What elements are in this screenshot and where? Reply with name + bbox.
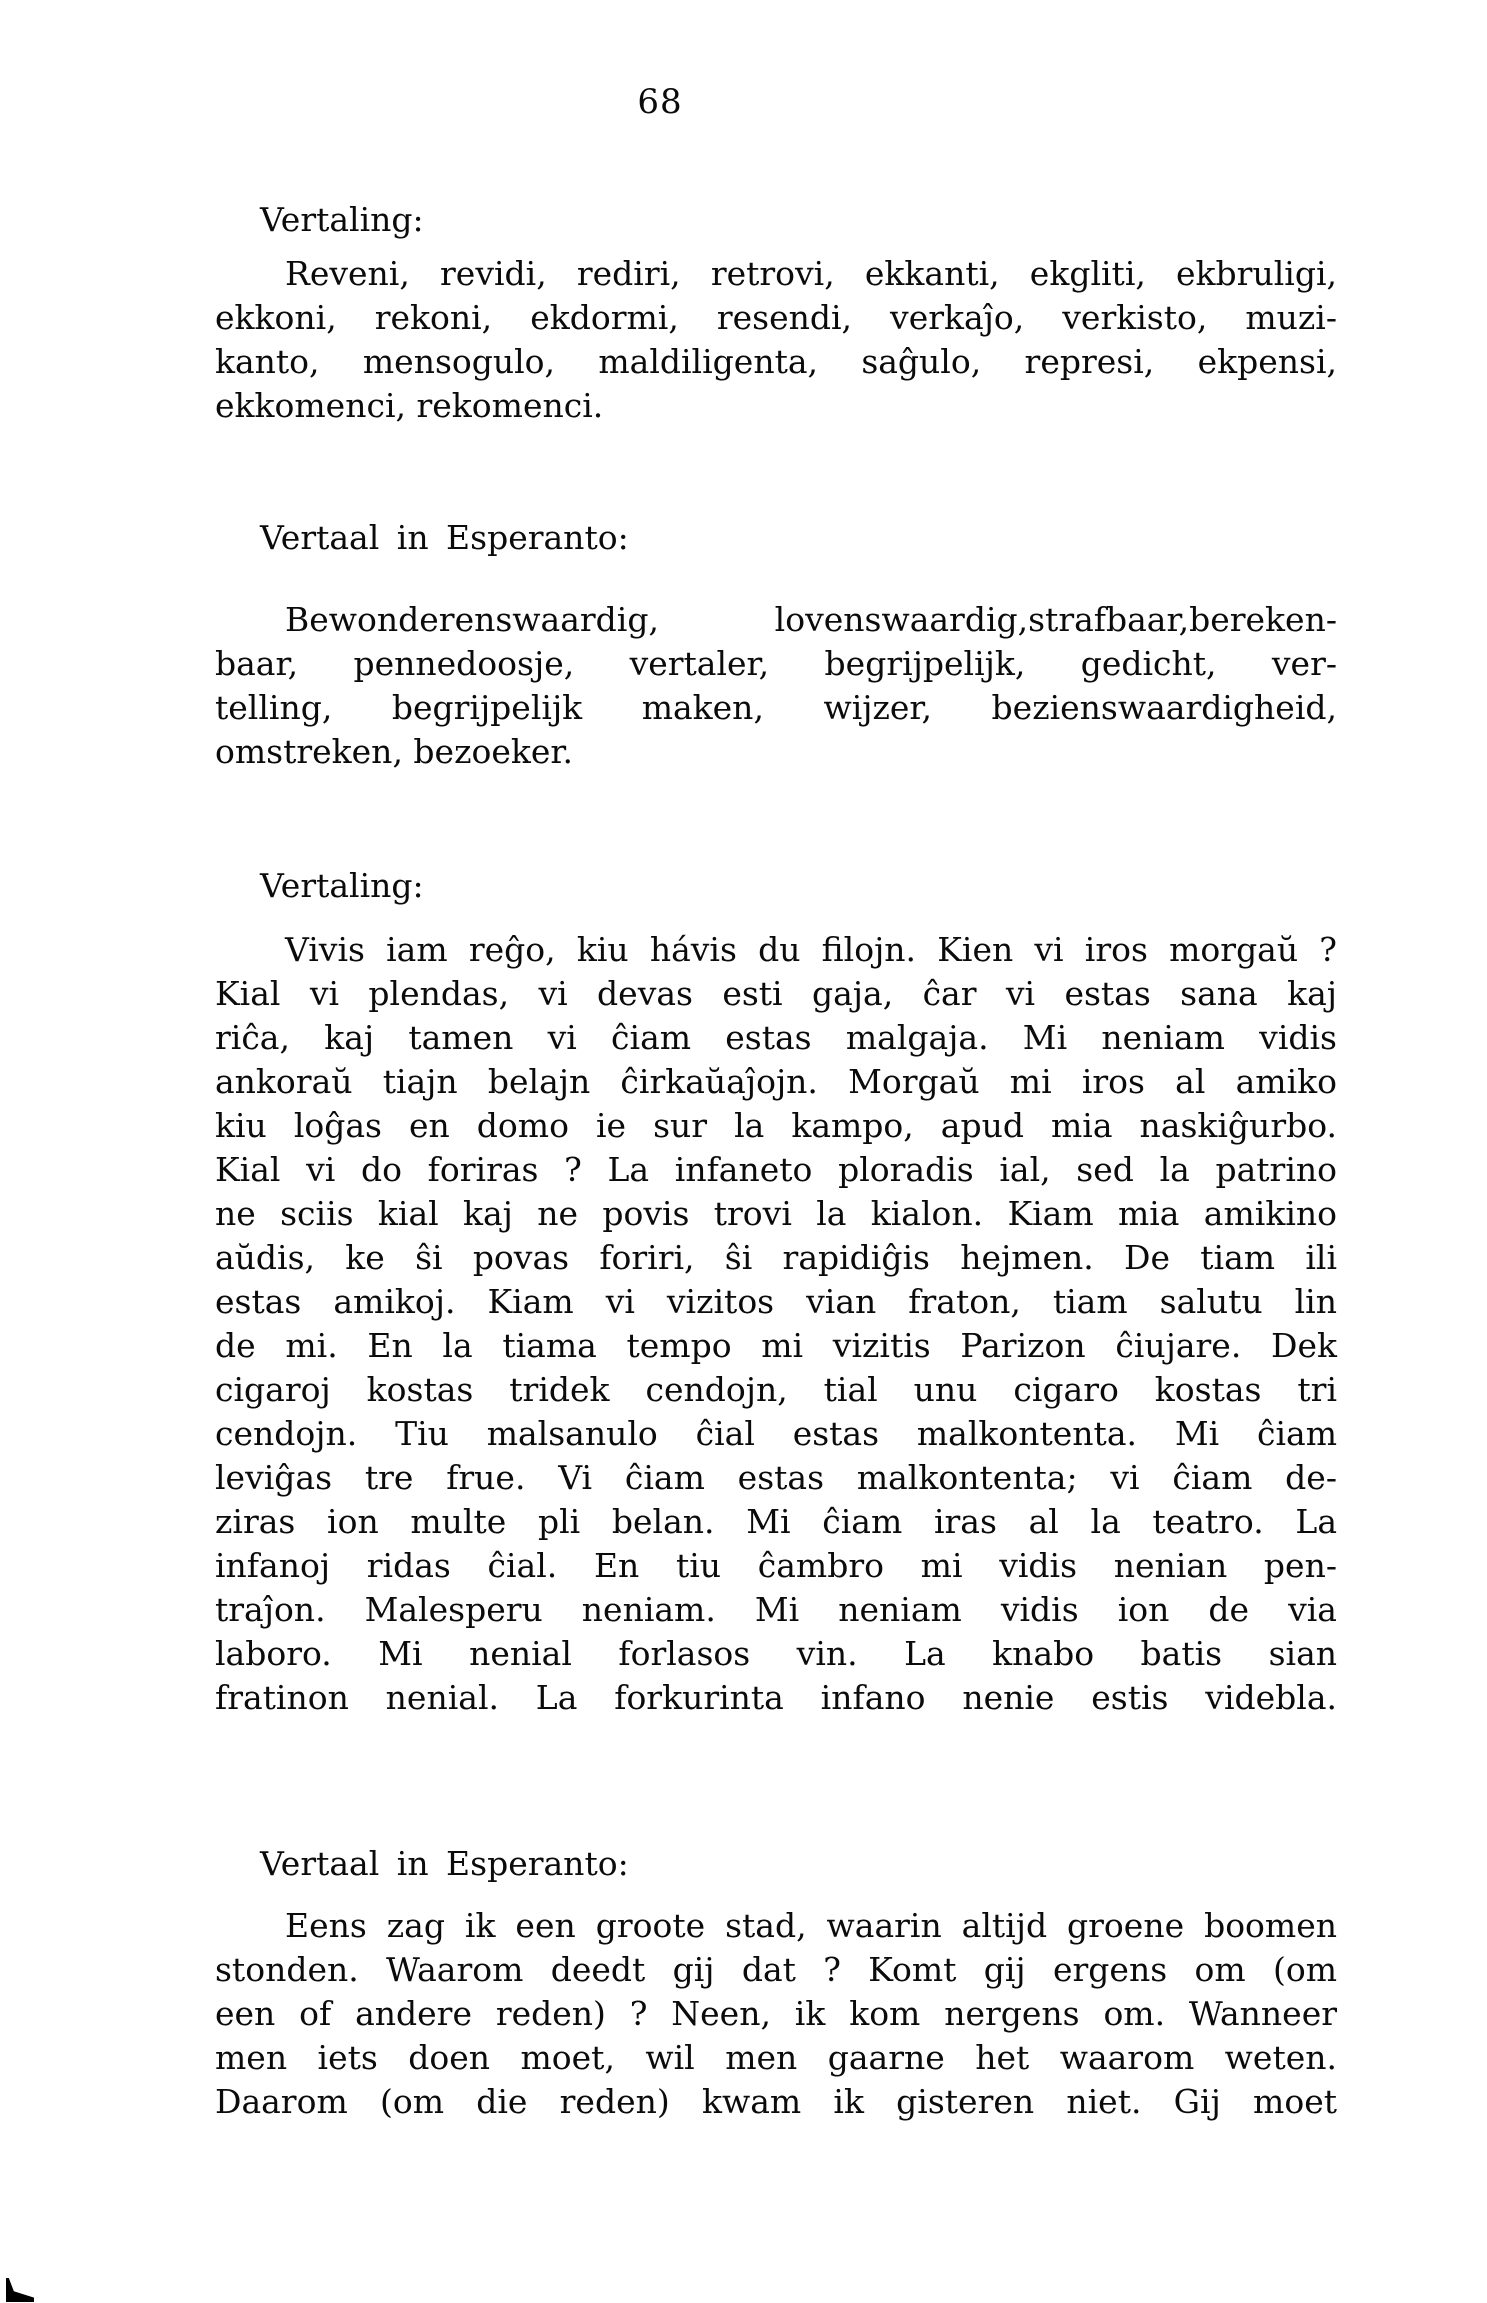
text-line: riĉa, kaj tamen vi ĉiam estas malgaja. Mi neniam vidis [215,1018,1337,1057]
section-vertaling-1 [215,198,1337,428]
text-line: baar, pennedoosje, vertaler, begrijpelijk, gedicht, ver- [215,644,1337,683]
section-heading: Vertaling: [260,200,424,239]
text-line: infanoj ridas ĉial. En tiu ĉambro mi vidis nenian pen- [215,1546,1337,1585]
text-line: Bewonderenswaardig, lovenswaardig,strafbaar,bereken- [285,600,1337,639]
text-line: leviĝas tre frue. Vi ĉiam estas malkontenta; vi ĉiam de- [215,1458,1337,1497]
section-vertaal-in-esperanto-1 [215,516,1337,774]
section-heading: Vertaling: [260,866,424,905]
text-line: kiu loĝas en domo ie sur la kampo, apud mia naskiĝurbo. [215,1106,1337,1145]
section-heading: Vertaal in Esperanto: [260,1844,629,1883]
text-line: ekkoni, rekoni, ekdormi, resendi, verkaĵo, verkisto, muzi- [215,298,1337,337]
paragraph [215,928,1337,1720]
text-line: cendojn. Tiu malsanulo ĉial estas malkontenta. Mi ĉiam [215,1414,1337,1453]
text-line: estas amikoj. Kiam vi vizitos vian fraton, tiam salutu lin [215,1282,1337,1321]
text-line: fratinon nenial. La forkurinta infano nenie estis videbla. [215,1678,1337,1717]
text-line: cigaroj kostas tridek cendojn, tial unu cigaro kostas tri [215,1370,1337,1409]
text-line: ankoraŭ tiajn belajn ĉirkaŭaĵojn. Morgaŭ mi iros al amiko [215,1062,1337,1101]
scan-corner-mark [6,2278,34,2302]
text-line: men iets doen moet, wil men gaarne het waarom weten. [215,2038,1337,2077]
text-line: Vivis iam reĝo, kiu hávis du filojn. Kien vi iros morgaŭ ? [285,930,1337,969]
paragraph [215,598,1337,774]
section-vertaling-2 [215,864,1337,1720]
text-line: een of andere reden) ? Neen, ik kom nergens om. Wanneer [215,1994,1337,2033]
text-line: laboro. Mi nenial forlasos vin. La knabo batis sian [215,1634,1337,1673]
paragraph [215,1904,1337,2124]
text-line: Kial vi do foriras ? La infaneto ploradis ial, sed la patrino [215,1150,1337,1189]
text-line: ziras ion multe pli belan. Mi ĉiam iras al la teatro. La [215,1502,1337,1541]
text-line: ne sciis kial kaj ne povis trovi la kialon. Kiam mia amikino [215,1194,1337,1233]
text-line: kanto, mensogulo, maldiligenta, saĝulo, represi, ekpensi, [215,342,1337,381]
text-line: Eens zag ik een groote stad, waarin altijd groene boomen [285,1906,1337,1945]
text-line: stonden. Waarom deedt gij dat ? Komt gij ergens om (om [215,1950,1337,1989]
text-line: ekkomenci, rekomenci. [215,386,604,425]
paragraph [215,252,1337,428]
text-line: Kial vi plendas, vi devas esti gaja, ĉar vi estas sana kaj [215,974,1337,1013]
section-vertaal-in-esperanto-2 [215,1842,1337,2124]
text-line: telling, begrijpelijk maken, wijzer, bezienswaardigheid, [215,688,1337,727]
text-line: de mi. En la tiama tempo mi vizitis Parizon ĉiujare. Dek [215,1326,1337,1365]
page-number: 68 [637,82,683,122]
text-line: aŭdis, ke ŝi povas foriri, ŝi rapidiĝis hejmen. De tiam ili [215,1238,1337,1277]
text-line: Daarom (om die reden) kwam ik gisteren niet. Gij moet [215,2082,1337,2121]
text-line: Reveni, revidi, rediri, retrovi, ekkanti, ekgliti, ekbruligi, [285,254,1337,293]
text-line: traĵon. Malesperu neniam. Mi neniam vidis ion de via [215,1590,1337,1629]
section-heading: Vertaal in Esperanto: [260,518,629,557]
text-line: omstreken, bezoeker. [215,732,574,771]
